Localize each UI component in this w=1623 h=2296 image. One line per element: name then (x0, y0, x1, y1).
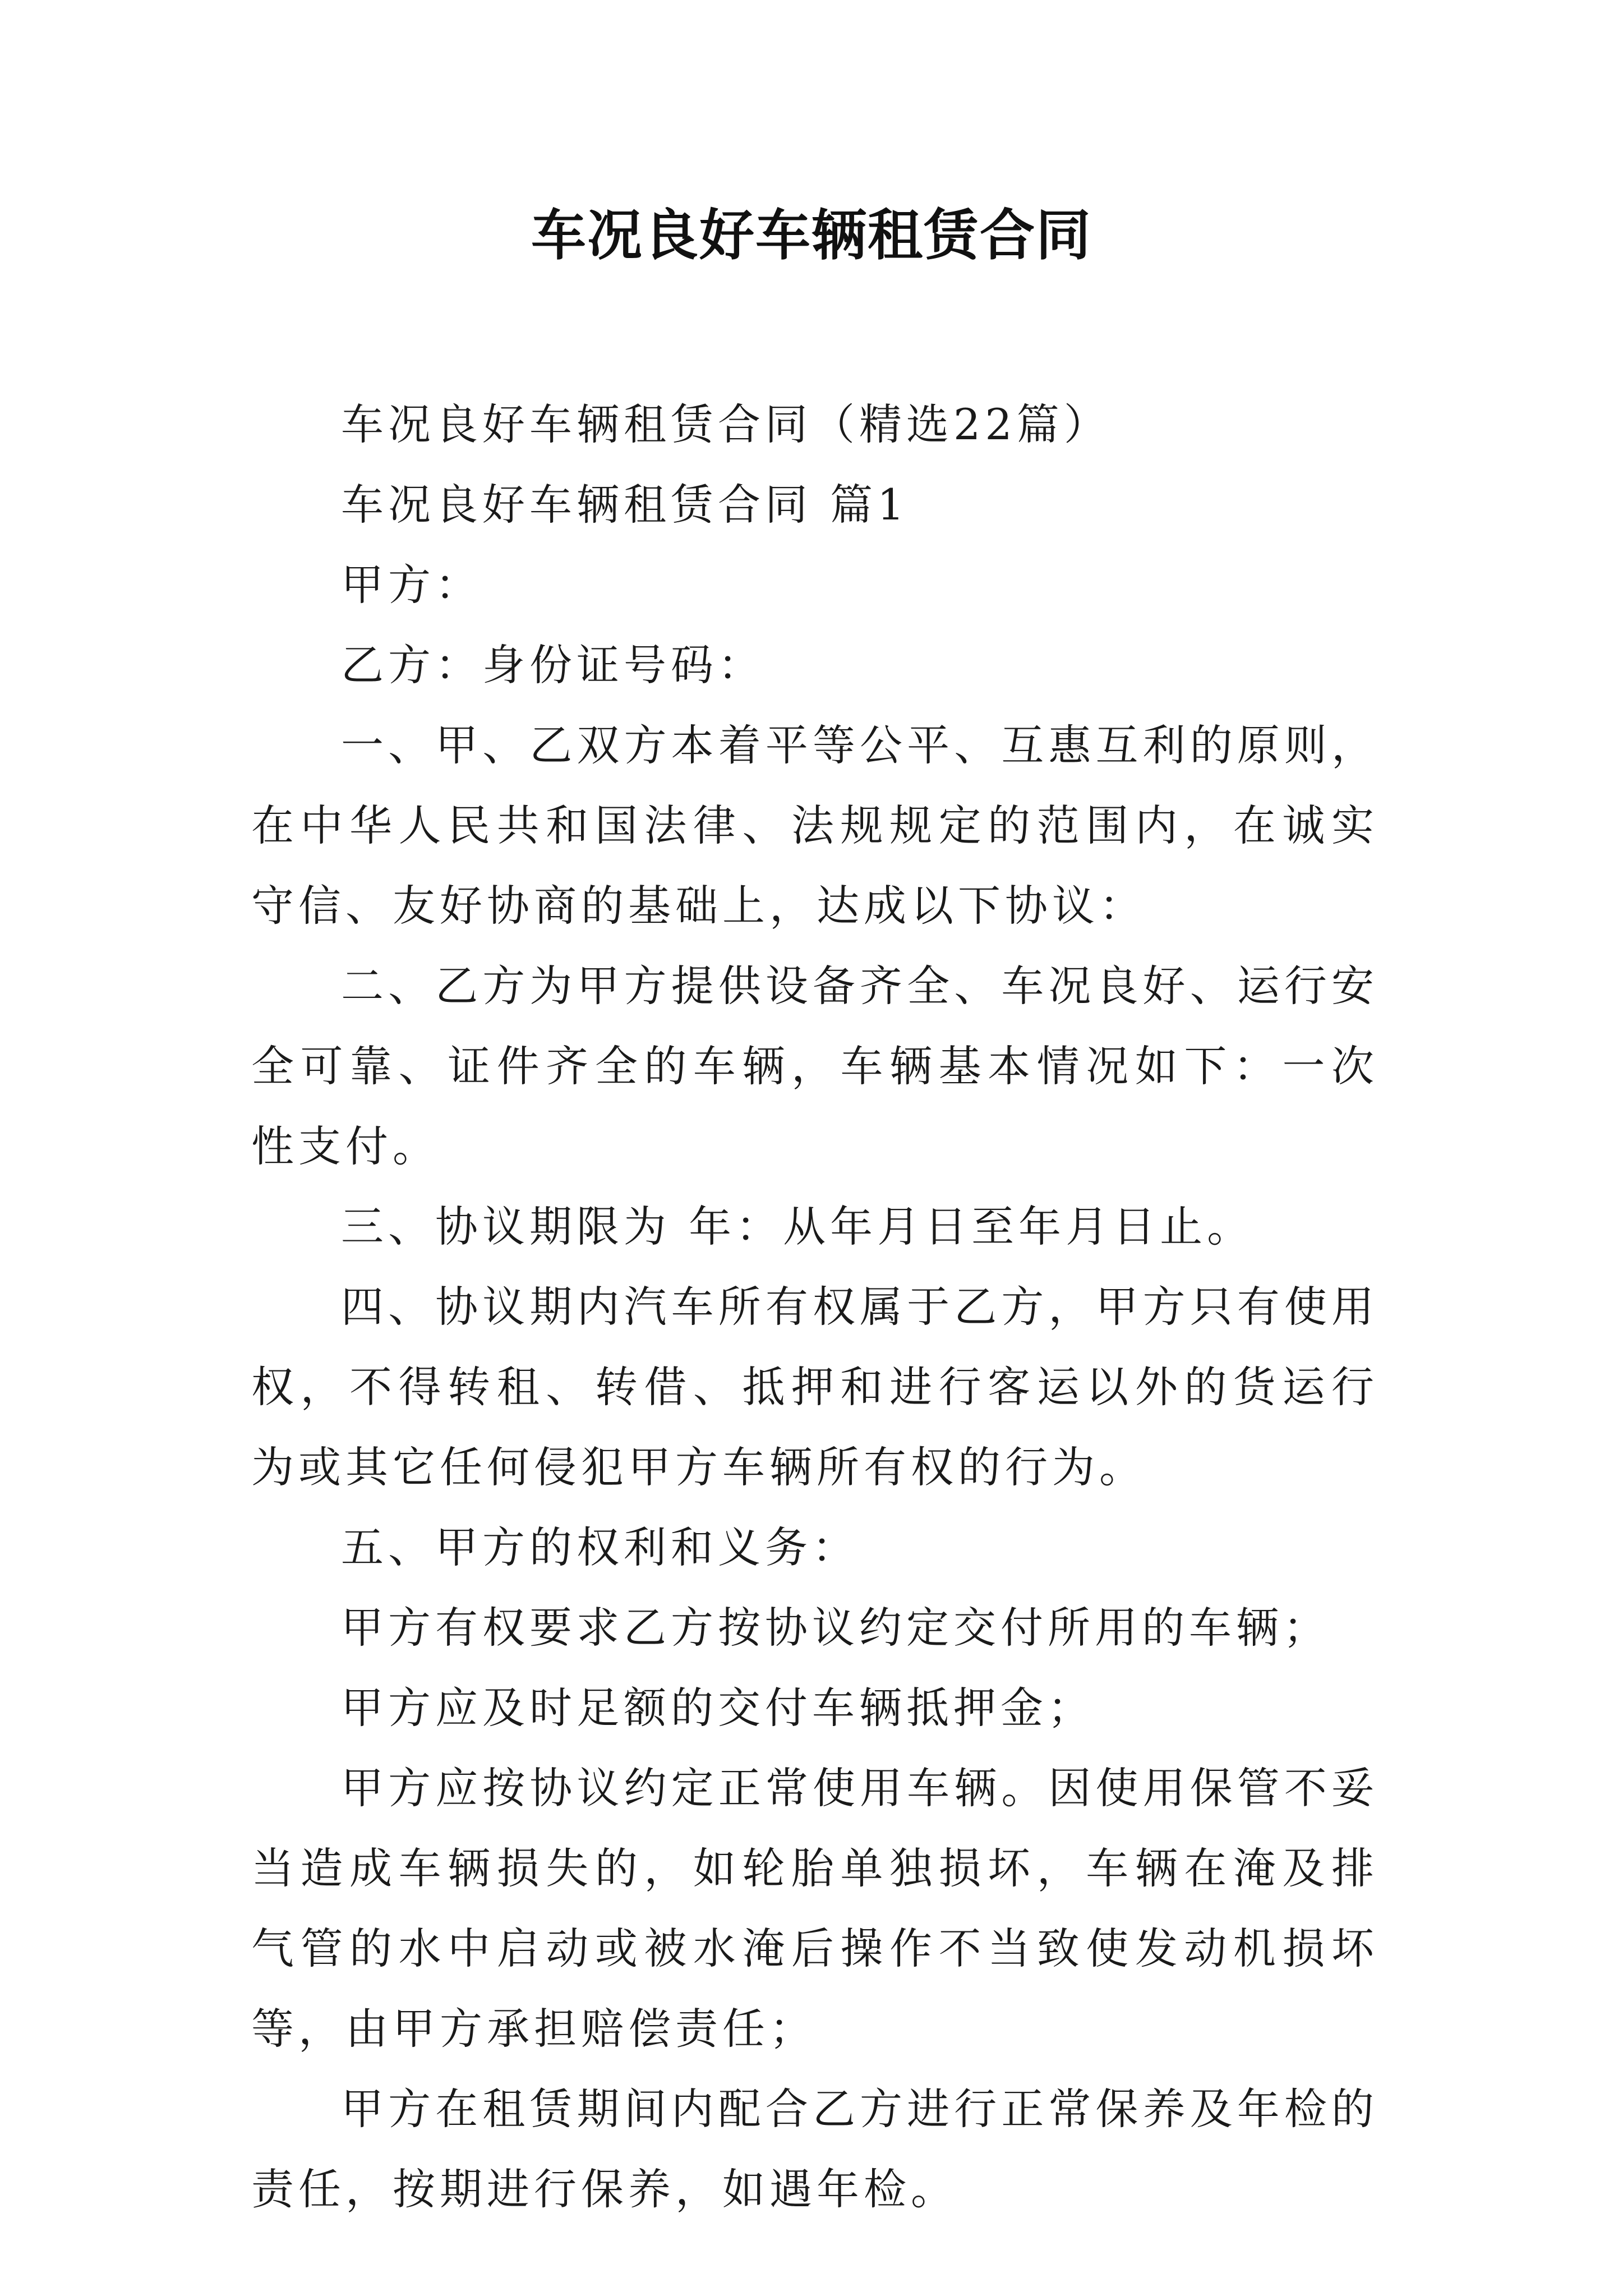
paragraph-clause-2: 二、乙方为甲方提供设备齐全、车况良好、运行安全可靠、证件齐全的车辆，车辆基本情况如下：一次性支付。 (251, 961, 1378, 1171)
paragraph-clause-5: 五、甲方的权利和义务： (341, 1522, 859, 1572)
paragraph-clause-5-item-3: 甲方应按协议约定正常使用车辆。因使用保管不妥当造成车辆损失的，如轮胎单独损坏，车辆在淹及排气管的水中启动或被水淹后操作不当致使发动机损坏等，由甲方承担赔偿责任； (251, 1763, 1378, 2054)
paragraph-clause-5-item-1: 甲方有权要求乙方按协议约定交付所用的车辆； (341, 1603, 1330, 1653)
paragraph-clause-4: 四、协议期内汽车所有权属于乙方，甲方只有使用权，不得转租、转借、抵押和进行客运以外的货运行为或其它任何侵犯甲方车辆所有权的行为。 (251, 1282, 1378, 1492)
paragraph-party-a: 甲方： (341, 560, 482, 610)
paragraph-section-heading: 车况良好车辆租赁合同 篇1 (341, 480, 909, 530)
paragraph-clause-1: 一、甲、乙双方本着平等公平、互惠互利的原则，在中华人民共和国法律、法规规定的范围内，在诚实守信、友好协商的基础上，达成以下协议： (251, 720, 1378, 931)
paragraph-clause-5-item-2: 甲方应及时足额的交付车辆抵押金； (341, 1683, 1095, 1733)
document-body (251, 384, 1378, 2229)
paragraph-subtitle: 车况良好车辆租赁合同（精选22篇） (341, 399, 1111, 449)
paragraph-clause-5-item-4: 甲方在租赁期间内配合乙方进行正常保养及年检的责任，按期进行保养，如遇年检。 (251, 2084, 1378, 2214)
document-title: 车况良好车辆租赁合同 (531, 204, 1092, 268)
paragraph-party-b: 乙方：身份证号码： (341, 640, 765, 690)
paragraph-clause-3: 三、协议期限为 年：从年月日至年月日止。 (341, 1202, 1255, 1251)
